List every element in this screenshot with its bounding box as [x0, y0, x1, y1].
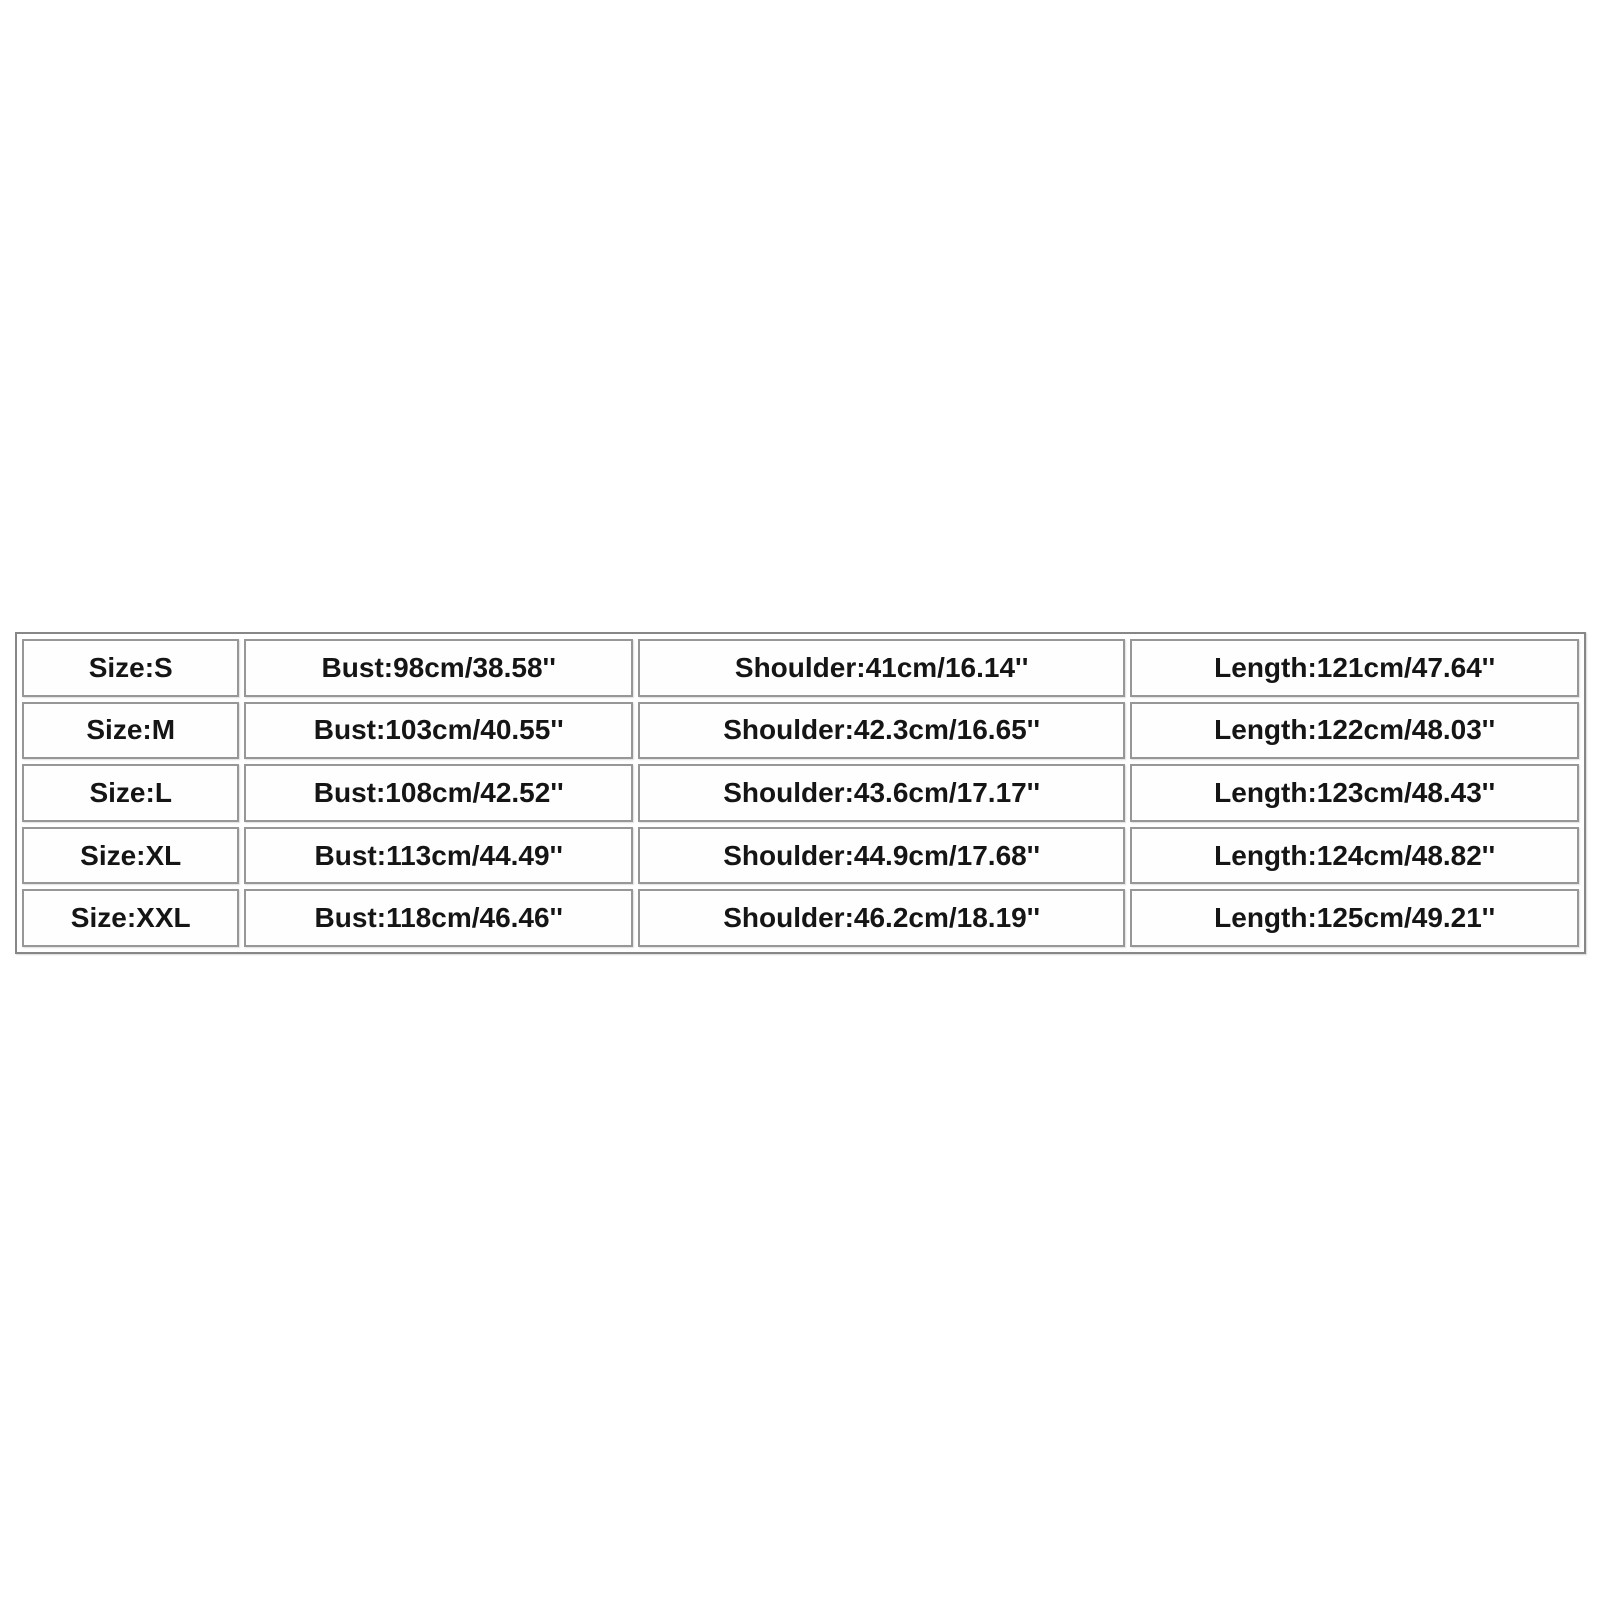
size-cell: Size:L [22, 764, 239, 822]
size-cell: Size:M [22, 702, 239, 760]
shoulder-cell: Shoulder:44.9cm/17.68'' [638, 827, 1125, 885]
size-cell: Size:XXL [22, 889, 239, 947]
size-cell: Size:S [22, 639, 239, 697]
table-row-xxl [22, 889, 1579, 947]
table-row-l [22, 764, 1579, 822]
shoulder-cell: Shoulder:46.2cm/18.19'' [638, 889, 1125, 947]
bust-cell: Bust:108cm/42.52'' [244, 764, 633, 822]
length-cell: Length:122cm/48.03'' [1130, 702, 1579, 760]
bust-cell: Bust:98cm/38.58'' [244, 639, 633, 697]
table-row-s [22, 639, 1579, 697]
size-chart-table [15, 632, 1586, 954]
length-cell: Length:121cm/47.64'' [1130, 639, 1579, 697]
bust-cell: Bust:113cm/44.49'' [244, 827, 633, 885]
bust-cell: Bust:118cm/46.46'' [244, 889, 633, 947]
bust-cell: Bust:103cm/40.55'' [244, 702, 633, 760]
size-cell: Size:XL [22, 827, 239, 885]
shoulder-cell: Shoulder:41cm/16.14'' [638, 639, 1125, 697]
length-cell: Length:124cm/48.82'' [1130, 827, 1579, 885]
table-row-xl [22, 827, 1579, 885]
length-cell: Length:123cm/48.43'' [1130, 764, 1579, 822]
shoulder-cell: Shoulder:42.3cm/16.65'' [638, 702, 1125, 760]
length-cell: Length:125cm/49.21'' [1130, 889, 1579, 947]
shoulder-cell: Shoulder:43.6cm/17.17'' [638, 764, 1125, 822]
table-row-m [22, 702, 1579, 760]
